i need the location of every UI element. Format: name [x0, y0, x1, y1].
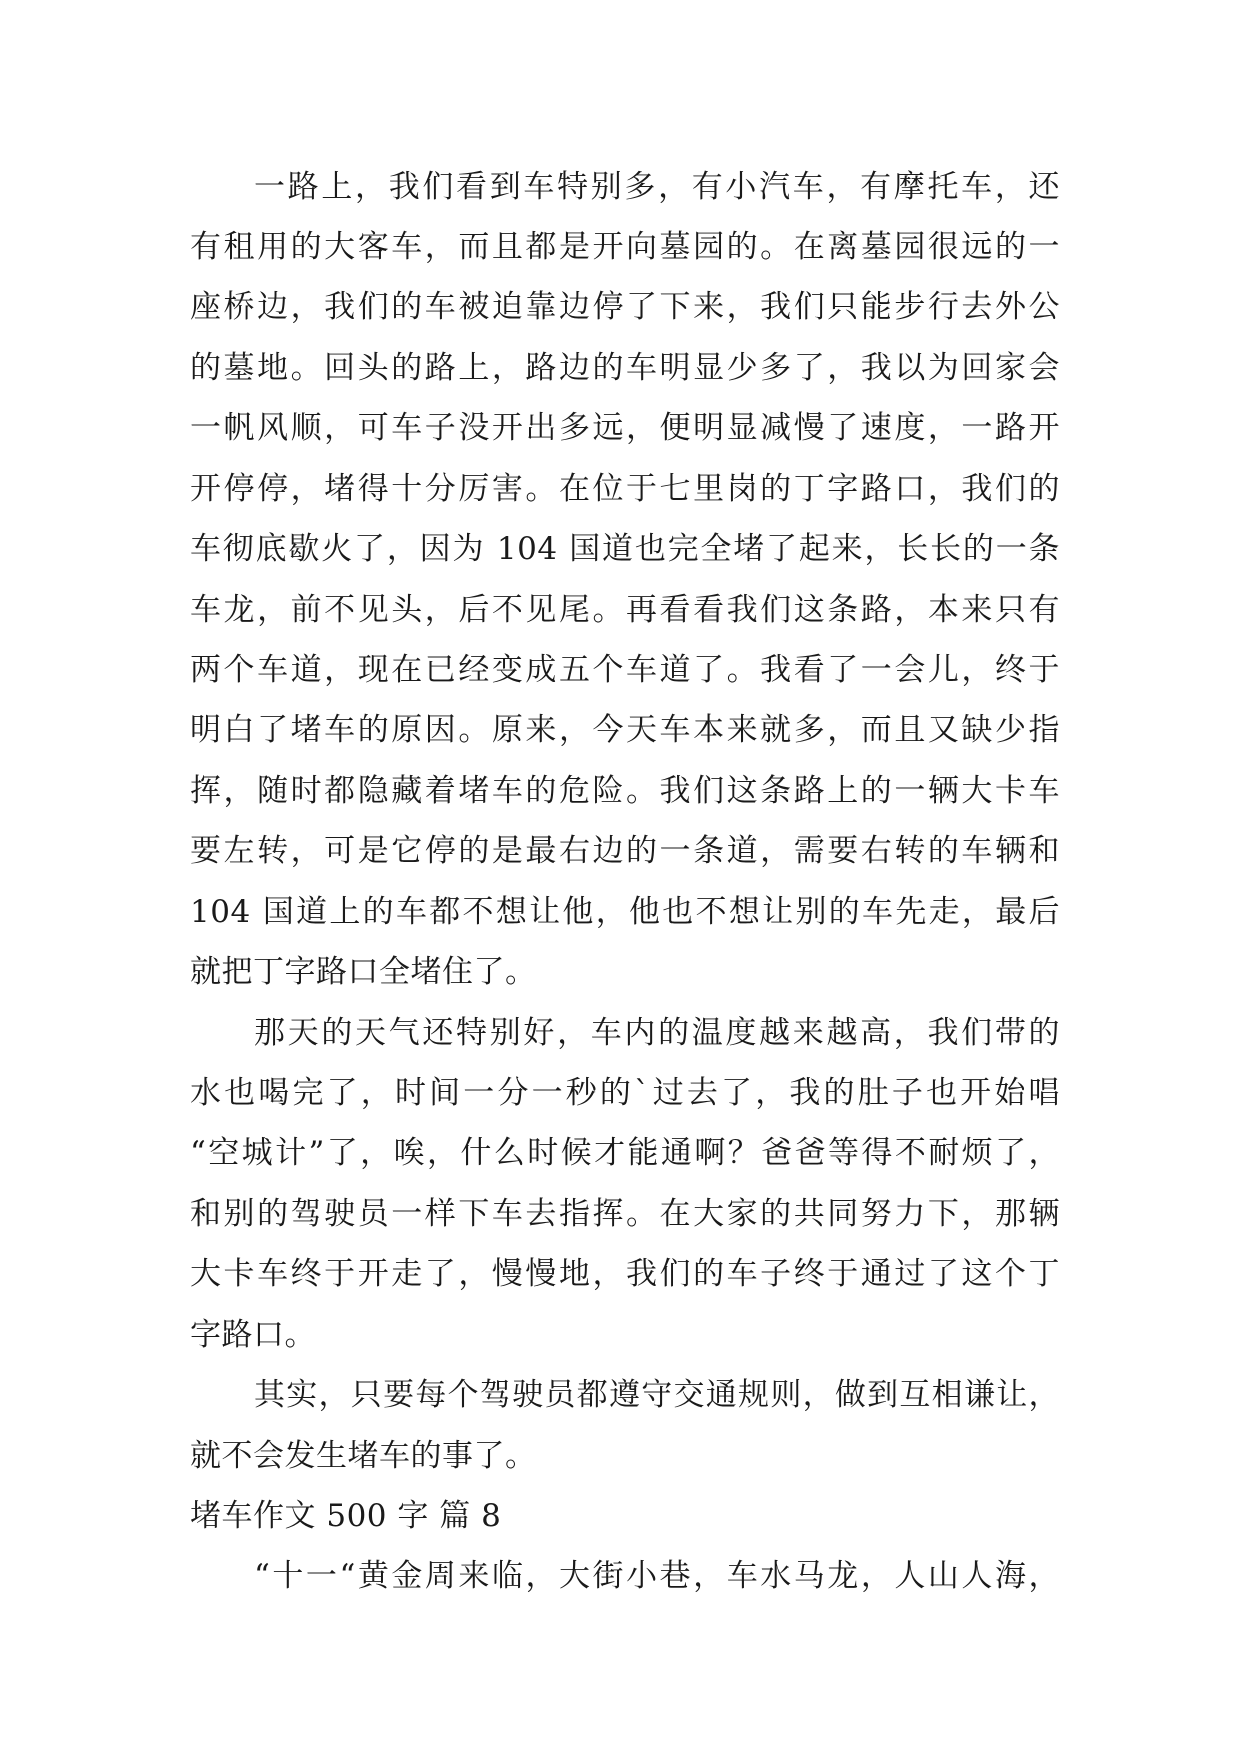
paragraph-3-line-1: 其实，只要每个驾驶员都遵守交通规则，做到互相谦让， — [254, 1377, 1060, 1413]
section-heading: 堵车作文 500 字 篇 8 — [190, 1498, 502, 1534]
paragraph-1-line-2: 有租用的大客车，而且都是开向墓园的。在离墓园很远的一 — [190, 229, 1060, 265]
paragraph-1-line-9: 两个车道，现在已经变成五个车道了。我看了一会儿，终于 — [190, 652, 1060, 688]
paragraph-1-line-1: 一路上，我们看到车特别多，有小汽车，有摩托车，还 — [254, 169, 1060, 205]
paragraph-3-line-2: 就不会发生堵车的事了。 — [190, 1438, 537, 1474]
paragraph-1-line-12: 要左转，可是它停的是最右边的一条道，需要右转的车辆和 — [190, 833, 1060, 869]
paragraph-1-line-4: 的墓地。回头的路上，路边的车明显少多了，我以为回家会 — [190, 350, 1060, 386]
paragraph-2-line-6: 字路口。 — [190, 1317, 316, 1353]
paragraph-2-line-1: 那天的天气还特别好，车内的温度越来越高，我们带的 — [254, 1015, 1060, 1051]
paragraph-1-line-10: 明白了堵车的原因。原来，今天车本来就多，而且又缺少指 — [190, 712, 1060, 748]
paragraph-4-line-1: “十一“黄金周来临，大街小巷，车水马龙，人山人海， — [254, 1558, 1060, 1594]
paragraph-1-line-6: 开停停，堵得十分厉害。在位于七里岗的丁字路口，我们的 — [190, 471, 1060, 507]
paragraph-1-line-5: 一帆风顺，可车子没开出多远，便明显减慢了速度，一路开 — [190, 410, 1060, 446]
paragraph-2-line-4: 和别的驾驶员一样下车去指挥。在大家的共同努力下，那辆 — [190, 1196, 1060, 1232]
paragraph-2-line-5: 大卡车终于开走了，慢慢地，我们的车子终于通过了这个丁 — [190, 1256, 1060, 1292]
paragraph-1-line-8: 车龙，前不见头，后不见尾。再看看我们这条路，本来只有 — [190, 592, 1060, 628]
paragraph-2-line-2: 水也喝完了，时间一分一秒的`过去了，我的肚子也开始唱 — [190, 1075, 1060, 1111]
paragraph-1-line-3: 座桥边，我们的车被迫靠边停了下来，我们只能步行去外公 — [190, 289, 1060, 325]
paragraph-1-line-14: 就把丁字路口全堵住了。 — [190, 954, 537, 990]
paragraph-1-line-11: 挥，随时都隐藏着堵车的危险。我们这条路上的一辆大卡车 — [190, 773, 1060, 809]
paragraph-2-line-3: “空城计”了，唉，什么时候才能通啊？爸爸等得不耐烦了， — [190, 1135, 1060, 1171]
paragraph-1-line-13: 104 国道上的车都不想让他，他也不想让别的车先走，最后 — [190, 894, 1060, 930]
paragraph-1-line-7: 车彻底歇火了，因为 104 国道也完全堵了起来，长长的一条 — [190, 531, 1060, 567]
